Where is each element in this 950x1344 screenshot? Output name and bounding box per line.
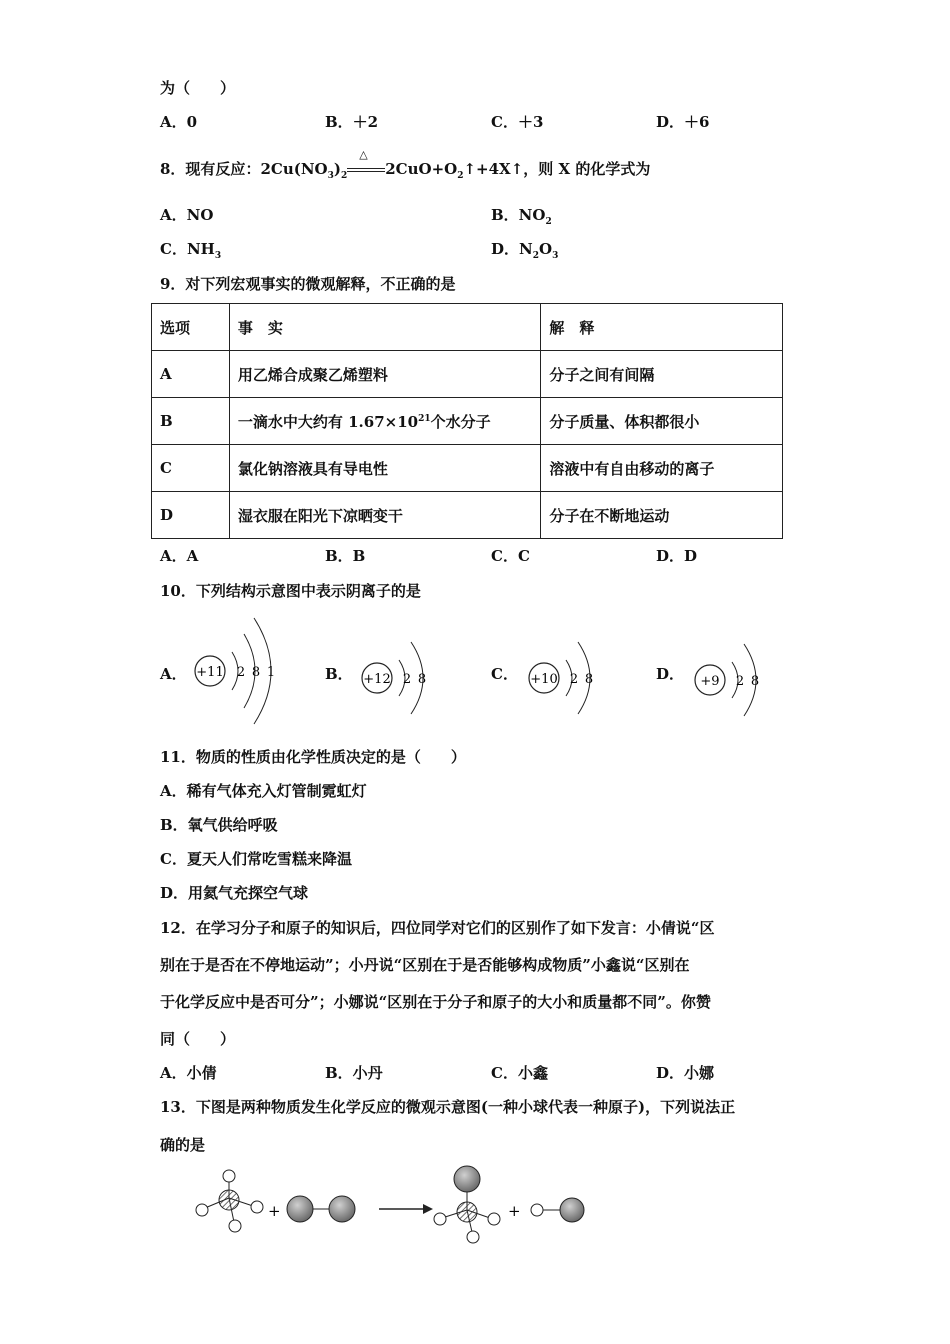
q10-stem: 10．下列结构示意图中表示阴离子的是 [160,582,421,600]
q12-stem-line-2: 别在于是否在不停地运动”；小丹说“区别在于是否能够构成物质”小鑫说“区别在 [160,956,690,974]
table-header-cell: 选项 [152,304,230,351]
molecule-reactant-2 [287,1196,355,1222]
nucleus-charge: +10 [530,672,558,687]
shell-electrons: 2 [236,665,246,680]
q7-option-a[interactable]: A．0 [160,113,198,131]
q12-option-c[interactable]: C．小鑫 [491,1064,548,1082]
q7-option-c[interactable]: C．＋3 [491,113,544,131]
q7-option-d[interactable]: D．＋6 [656,113,710,131]
shell-electrons: 8 [750,674,760,689]
q8-option-b[interactable]: B．$NO_2$ [491,206,552,227]
nucleus-charge: +12 [363,672,391,687]
q7-option-b[interactable]: B．＋2 [325,113,379,131]
table-cell-explanation: 溶液中有自由移动的离子 [541,445,783,492]
q8-sub2b: 2 [457,171,464,181]
q7-stem-tail: 为（ ） [160,79,236,97]
table-cell-fact: 用乙烯合成聚乙烯塑料 [229,351,541,398]
table-row [152,492,783,539]
nucleus-charge: +9 [700,674,720,689]
table-header-row [152,304,783,351]
table-header-cell: 解 释 [541,304,783,351]
q9-option-a[interactable]: A．A [160,547,199,565]
q12-stem-line-1: 12．在学习分子和原子的知识后，四位同学对它们的区别作了如下发言：小倩说“区 [160,919,715,937]
table-cell-explanation: 分子之间有间隔 [541,351,783,398]
q8-sub3: 3 [327,171,334,181]
table-cell-option: C [152,445,230,492]
q10-option-d-label[interactable]: D． [656,665,685,683]
q9-table [151,303,783,539]
atom-structure-diagram-c[interactable] [522,630,602,725]
q10-option-a-label[interactable]: A． [160,665,187,683]
reaction-micro-diagram [190,1160,610,1250]
q12-option-a[interactable]: A．小倩 [160,1064,217,1082]
q10-option-b-label[interactable]: B． [325,665,353,683]
shell-electrons: 1 [266,665,276,680]
table-row [152,398,783,445]
atom-structure-diagram-b[interactable] [355,630,435,725]
table-cell-explanation: 分子质量、体积都很小 [541,398,783,445]
shell-electrons: 8 [251,665,261,680]
molecule-reactant-1 [196,1170,263,1232]
shell-electrons: 8 [417,672,427,687]
q11-option-c[interactable]: C．夏天人们常吃雪糕来降温 [160,850,352,868]
table-cell-option: A [152,351,230,398]
q13-stem-line-1: 13．下图是两种物质发生化学反应的微观示意图(一种小球代表一种原子)，下列说法正 [160,1098,736,1116]
q10-option-c-label[interactable]: C． [491,665,518,683]
atom-structure-diagram-a[interactable] [188,612,288,727]
shell-electrons: 2 [569,672,579,687]
q12-stem-line-3: 于化学反应中是否可分”；小娜说“区别在于分子和原子的大小和质量都不同”。你赞 [160,993,711,1011]
q11-option-b[interactable]: B．氧气供给呼吸 [160,816,278,834]
q11-stem: 11．物质的性质由化学性质决定的是（ ） [160,748,466,766]
atom-structure-diagram-d[interactable] [688,632,768,727]
q9-stem: 9．对下列宏观事实的微观解释，不正确的是 [160,275,456,293]
table-cell-explanation: 分子在不断地运动 [541,492,783,539]
shell-electrons: 2 [402,672,412,687]
q8-stem: 8．现有反应：$2Cu(NO_3)_2$ △ $2CuO+O_2↑+4X↑$，则 X 的化学式为 [160,148,651,181]
reaction-arrow [379,1204,433,1214]
q9-option-c[interactable]: C．C [491,547,530,565]
q8-heat-arrow [347,148,385,178]
q11-option-d[interactable]: D．用氦气充探空气球 [160,884,309,902]
q12-stem-line-4: 同（ ） [160,1030,236,1048]
table-header-cell: 事 实 [229,304,541,351]
q9-option-d[interactable]: D．D [656,547,698,565]
shell-electrons: 8 [584,672,594,687]
q8-stem-end: ↑+4X↑，则 X 的化学式为 [463,160,651,178]
shell-electrons: 2 [735,674,745,689]
q8-option-a[interactable]: A．NO [160,206,214,224]
q9-option-b[interactable]: B．B [325,547,366,565]
q8-delta: △ [359,148,368,161]
q11-option-a[interactable]: A．稀有气体充入灯管制霓虹灯 [160,782,367,800]
q8-sub2a: 2 [340,171,348,181]
q8-stem-start: 8．现有反应：2Cu(NO [160,160,328,178]
q12-option-b[interactable]: B．小丹 [325,1064,383,1082]
q13-stem-line-2: 确的是 [160,1136,206,1154]
q12-option-d[interactable]: D．小娜 [656,1064,715,1082]
table-cell-option: D [152,492,230,539]
molecule-product-2 [531,1198,584,1222]
q8-option-d[interactable]: D．$N_2O_3$ [491,240,559,261]
nucleus-charge: +11 [196,665,224,680]
plus-sign: + [268,1202,281,1220]
table-row [152,445,783,492]
table-cell-fact: 湿衣服在阳光下凉晒变干 [229,492,541,539]
table-cell-option: B [152,398,230,445]
molecule-product-1 [434,1166,500,1243]
table-cell-fact: 氯化钠溶液具有导电性 [229,445,541,492]
q8-option-c[interactable]: C．$NH_3$ [160,240,222,261]
q8-products: 2CuO+O [385,160,458,178]
plus-sign: + [508,1202,521,1220]
table-cell-fact: 一滴水中大约有 $1.67\times 10^{21}$个水分子 [229,398,541,445]
table-row [152,351,783,398]
